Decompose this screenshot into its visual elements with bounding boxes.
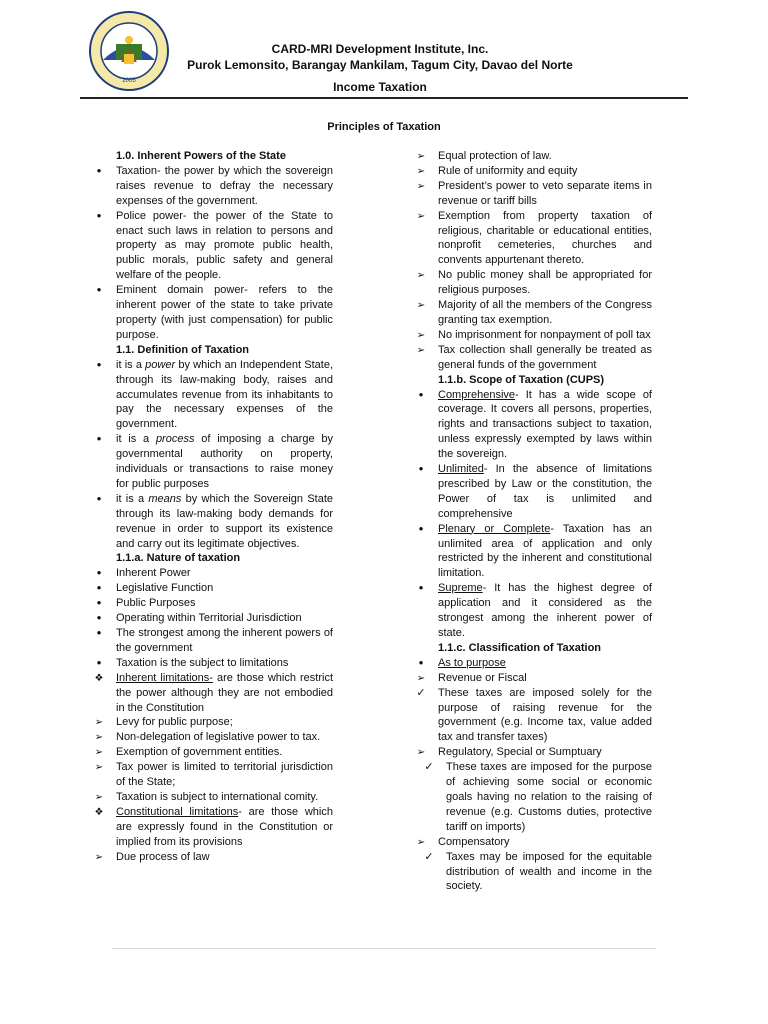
item-text-body: Tax power is limited to territorial jurisdiction of the State;: [116, 761, 333, 789]
list-item: [410, 745, 652, 760]
bullet-icon: [88, 626, 110, 642]
list-item: [88, 760, 333, 790]
list-item: [410, 760, 652, 835]
item-text-body: No public money shall be appropriated for religious purposes.: [438, 269, 652, 297]
list-item: [410, 388, 652, 463]
list-item: [410, 328, 652, 343]
item-text-body: Eminent domain power- refers to the inherent power of the state to take private property (with just compensation) for public purpose.: [116, 284, 333, 341]
item-text-body: Taxation- the power by which the sovereign raises revenue to defray the necessary expenses of the government.: [116, 164, 333, 207]
item-text-body: Taxes may be imposed for the equitable distribution of wealth and income in the society.: [446, 850, 652, 893]
item-text: [116, 760, 333, 790]
arrow-bullet-icon: [410, 209, 432, 225]
underlined-term: Plenary or Complete: [438, 522, 551, 535]
item-text-body: Tax collection shall generally be treated as general funds of the government: [438, 343, 652, 371]
item-text: [116, 432, 333, 492]
arrow-bullet-icon: [88, 745, 110, 761]
list-item: [88, 626, 333, 656]
arrow-bullet-icon: [410, 179, 432, 195]
item-text: [116, 581, 333, 596]
arrow-bullet-icon: [410, 745, 432, 761]
list-item: [88, 209, 333, 284]
right-column: [410, 149, 652, 894]
list-item: [410, 835, 652, 850]
list-item: [410, 686, 652, 746]
arrow-bullet-icon: [410, 835, 432, 851]
item-text: [116, 656, 333, 671]
item-text-body: Due process of law: [116, 850, 210, 863]
item-text-body: The strongest among the inherent powers of the government: [116, 627, 333, 654]
diamond-bullet-icon: [88, 671, 110, 687]
list-item: [88, 611, 333, 626]
underlined-term: Comprehensive: [438, 388, 516, 401]
item-text: [116, 551, 333, 566]
item-text: [116, 745, 333, 760]
arrow-bullet-icon: [410, 149, 432, 165]
item-text-body: Compensatory: [438, 835, 510, 848]
item-text-body: 1.1. Definition of Taxation: [116, 343, 250, 356]
list-item: [88, 850, 333, 865]
checkmark-icon: [410, 686, 432, 701]
underlined-term: Inherent limitations-: [116, 671, 213, 684]
org-name: CARD-MRI Development Institute, Inc.: [271, 42, 489, 56]
item-text: [438, 656, 652, 671]
arrow-bullet-icon: [88, 850, 110, 866]
item-text: [116, 850, 333, 865]
list-item: [410, 209, 652, 269]
arrow-bullet-icon: [88, 715, 110, 731]
item-text: [116, 566, 333, 581]
list-item: [410, 462, 652, 522]
list-item: [88, 358, 333, 433]
footer-rule: [112, 948, 656, 949]
item-text-body: - Taxation has an unlimited area of application and only restricted by the inherent and constitutional limitation.: [438, 522, 652, 580]
section-heading: [410, 641, 652, 656]
item-text-body: Legislative Function: [116, 582, 214, 595]
item-text: [438, 179, 652, 209]
item-text-body: Exemption of government entities.: [116, 746, 283, 759]
item-text-body: These taxes are imposed solely for the purpose of raising revenue for the government (e.g. Income tax, value added tax and transfer taxes): [438, 686, 652, 744]
item-text: [438, 328, 652, 343]
item-text-body: Revenue or Fiscal: [438, 671, 527, 684]
item-text: [438, 581, 652, 641]
header-text: [180, 42, 580, 95]
item-text-body: by which an Independent State, through its law-making body, raises and accumulates revenue from its inhabitants to pay the necessary expenses of the government.: [116, 358, 333, 431]
item-text-body: Levy for public purpose;: [116, 716, 233, 729]
item-text: [438, 149, 652, 164]
list-item: [88, 432, 333, 492]
item-text: [116, 209, 333, 284]
item-text-body: - are those which are expressly found in the Constitution or implied from its provisions: [116, 805, 333, 848]
list-item: [410, 164, 652, 179]
item-text-body: - It has a wide scope of coverage. It covers all persons, properties, rights and transactions subject to taxation, unless expressly exempted by laws within the sovereign.: [438, 388, 652, 461]
item-text-body: Taxation is subject to international comity.: [116, 790, 319, 803]
item-text: [116, 164, 333, 209]
item-text: [438, 641, 652, 656]
section-heading: [88, 551, 333, 566]
arrow-bullet-icon: [88, 730, 110, 746]
bullet-icon: [410, 462, 432, 478]
item-text-body: are those which restrict the power although they are not embodied in the Constitution: [116, 671, 333, 714]
item-text-body: - In the absence of limitations prescribed by Law or the constitution, the Power of tax is unlimited and comprehensive: [438, 463, 652, 520]
item-text: [438, 462, 652, 522]
list-item: [410, 671, 652, 686]
item-text-body: President’s power to veto separate items in revenue or tariff bills: [438, 179, 652, 207]
list-item: [88, 164, 333, 209]
item-text-body: Non-delegation of legislative power to tax.: [116, 731, 321, 744]
item-text: [116, 730, 333, 745]
checkmark-icon: [418, 850, 440, 865]
section-heading: [88, 343, 333, 358]
list-item: [88, 790, 333, 805]
list-item: [410, 298, 652, 328]
arrow-bullet-icon: [410, 343, 432, 359]
course-title: Income Taxation: [333, 80, 427, 94]
item-text-body: Regulatory, Special or Sumptuary: [438, 746, 602, 759]
item-text-body: 1.0. Inherent Powers of the State: [116, 150, 286, 162]
arrow-bullet-icon: [410, 268, 432, 284]
item-text-lead: it is a: [116, 358, 146, 371]
list-item: [88, 283, 333, 343]
list-item: [410, 656, 652, 671]
bullet-icon: [410, 522, 432, 538]
item-text: [438, 164, 652, 179]
item-text: [116, 283, 333, 343]
document-header: [0, 0, 768, 100]
item-text-body: 1.1.b. Scope of Taxation (CUPS): [438, 373, 605, 386]
svg-text:2005: 2005: [122, 78, 136, 84]
emphasis-term: process: [155, 433, 195, 446]
list-item: [88, 745, 333, 760]
item-text-body: by which the Sovereign State through its law-making body demands for revenue in order to support its existence and carry out its legitimate objectives.: [116, 492, 334, 550]
item-text-body: Operating within Territorial Jurisdiction: [116, 612, 302, 625]
underlined-term: Unlimited: [438, 463, 484, 476]
list-item: [88, 730, 333, 745]
item-text-body: Majority of all the members of the Congress granting tax exemption.: [438, 299, 652, 326]
document-title: Principles of Taxation: [327, 121, 441, 133]
org-address: Purok Lemonsito, Barangay Mankilam, Tagum City, Davao del Norte: [187, 58, 573, 72]
item-text-lead: it is a: [116, 492, 149, 505]
item-text: [116, 790, 333, 805]
item-text: [116, 715, 333, 730]
underlined-term: As to purpose: [438, 656, 506, 669]
list-item: [88, 566, 333, 581]
item-text: [116, 358, 333, 433]
item-text-body: Rule of uniformity and equity: [438, 164, 578, 177]
item-text-body: of imposing a charge by governmental authority on property, individuals or transactions to raise money for public purposes: [116, 433, 333, 490]
item-text: [116, 343, 333, 358]
left-column: [88, 149, 333, 865]
underlined-term: Supreme: [438, 582, 483, 595]
item-text: [438, 671, 652, 686]
arrow-bullet-icon: [88, 790, 110, 806]
bullet-icon: [88, 209, 110, 225]
item-text-body: No imprisonment for nonpayment of poll tax: [438, 328, 651, 341]
item-text-body: Public Purposes: [116, 597, 196, 610]
item-text: [438, 745, 652, 760]
bullet-icon: [88, 492, 110, 508]
checkmark-icon: [418, 760, 440, 775]
item-text: [438, 343, 652, 373]
item-text: [116, 671, 333, 716]
bullet-icon: [410, 388, 432, 404]
item-text: [438, 268, 652, 298]
item-text-body: Equal protection of law.: [438, 150, 552, 162]
bullet-icon: [410, 656, 432, 672]
list-item: [410, 343, 652, 373]
item-text: [438, 209, 652, 269]
bullet-icon: [88, 656, 110, 672]
item-text: [116, 805, 333, 850]
list-item: [410, 581, 652, 641]
list-item: [88, 671, 333, 716]
bullet-icon: [88, 432, 110, 448]
list-item: [410, 850, 652, 895]
underlined-term: Constitutional limitations: [116, 805, 239, 818]
list-item: [410, 149, 652, 164]
bullet-icon: [410, 581, 432, 597]
item-text: [116, 626, 333, 656]
list-item: [410, 268, 652, 298]
item-text: [438, 835, 652, 850]
item-text: [116, 611, 333, 626]
item-text-body: Taxation is the subject to limitations: [116, 656, 289, 669]
item-text: [116, 492, 333, 552]
item-text-body: These taxes are imposed for the purpose of achieving some social or economic goals having no relation to the raising of revenue (e.g. Customs duties, protective tariff on imports): [446, 761, 652, 833]
list-item: [88, 656, 333, 671]
item-text: [116, 149, 333, 164]
item-text-body: Inherent Power: [116, 567, 191, 580]
arrow-bullet-icon: [410, 671, 432, 687]
item-text: [438, 522, 652, 582]
emphasis-term: means: [148, 492, 182, 505]
item-text: [438, 388, 652, 463]
list-item: [88, 715, 333, 730]
item-text-body: - It has the highest degree of application and it considered as the strongest among the inherent power of state.: [438, 582, 652, 639]
list-item: [410, 179, 652, 209]
list-item: [88, 581, 333, 596]
section-heading: [410, 373, 652, 388]
arrow-bullet-icon: [410, 164, 432, 180]
emphasis-term: power: [145, 358, 176, 371]
header-rule: [80, 97, 688, 99]
list-item: [88, 596, 333, 611]
arrow-bullet-icon: [410, 298, 432, 314]
item-text-lead: it is a: [116, 433, 156, 446]
item-text-body: Police power- the power of the State to enact such laws in relation to persons and property as may promote public health, public morals, public safety and general welfare of the people.: [116, 209, 333, 282]
bullet-icon: [88, 164, 110, 180]
list-item: [88, 805, 333, 850]
diamond-bullet-icon: [88, 805, 110, 821]
list-item: [410, 522, 652, 582]
item-text: [446, 760, 652, 835]
arrow-bullet-icon: [88, 760, 110, 776]
item-text-body: Exemption from property taxation of religious, charitable or educational entities, nonprofit cemeteries, churches and convents appurtenant thereto.: [438, 209, 652, 267]
item-text-body: 1.1.c. Classification of Taxation: [438, 641, 602, 654]
item-text-body: 1.1.a. Nature of taxation: [116, 552, 241, 565]
section-heading: [88, 149, 333, 164]
item-text: [438, 373, 652, 388]
item-text: [438, 686, 652, 746]
list-item: [88, 492, 333, 552]
item-text: [438, 298, 652, 328]
arrow-bullet-icon: [410, 328, 432, 344]
bullet-icon: [88, 358, 110, 374]
institute-seal-logo: [88, 10, 170, 92]
bullet-icon: [88, 283, 110, 299]
item-text: [116, 596, 333, 611]
item-text: [446, 850, 652, 895]
